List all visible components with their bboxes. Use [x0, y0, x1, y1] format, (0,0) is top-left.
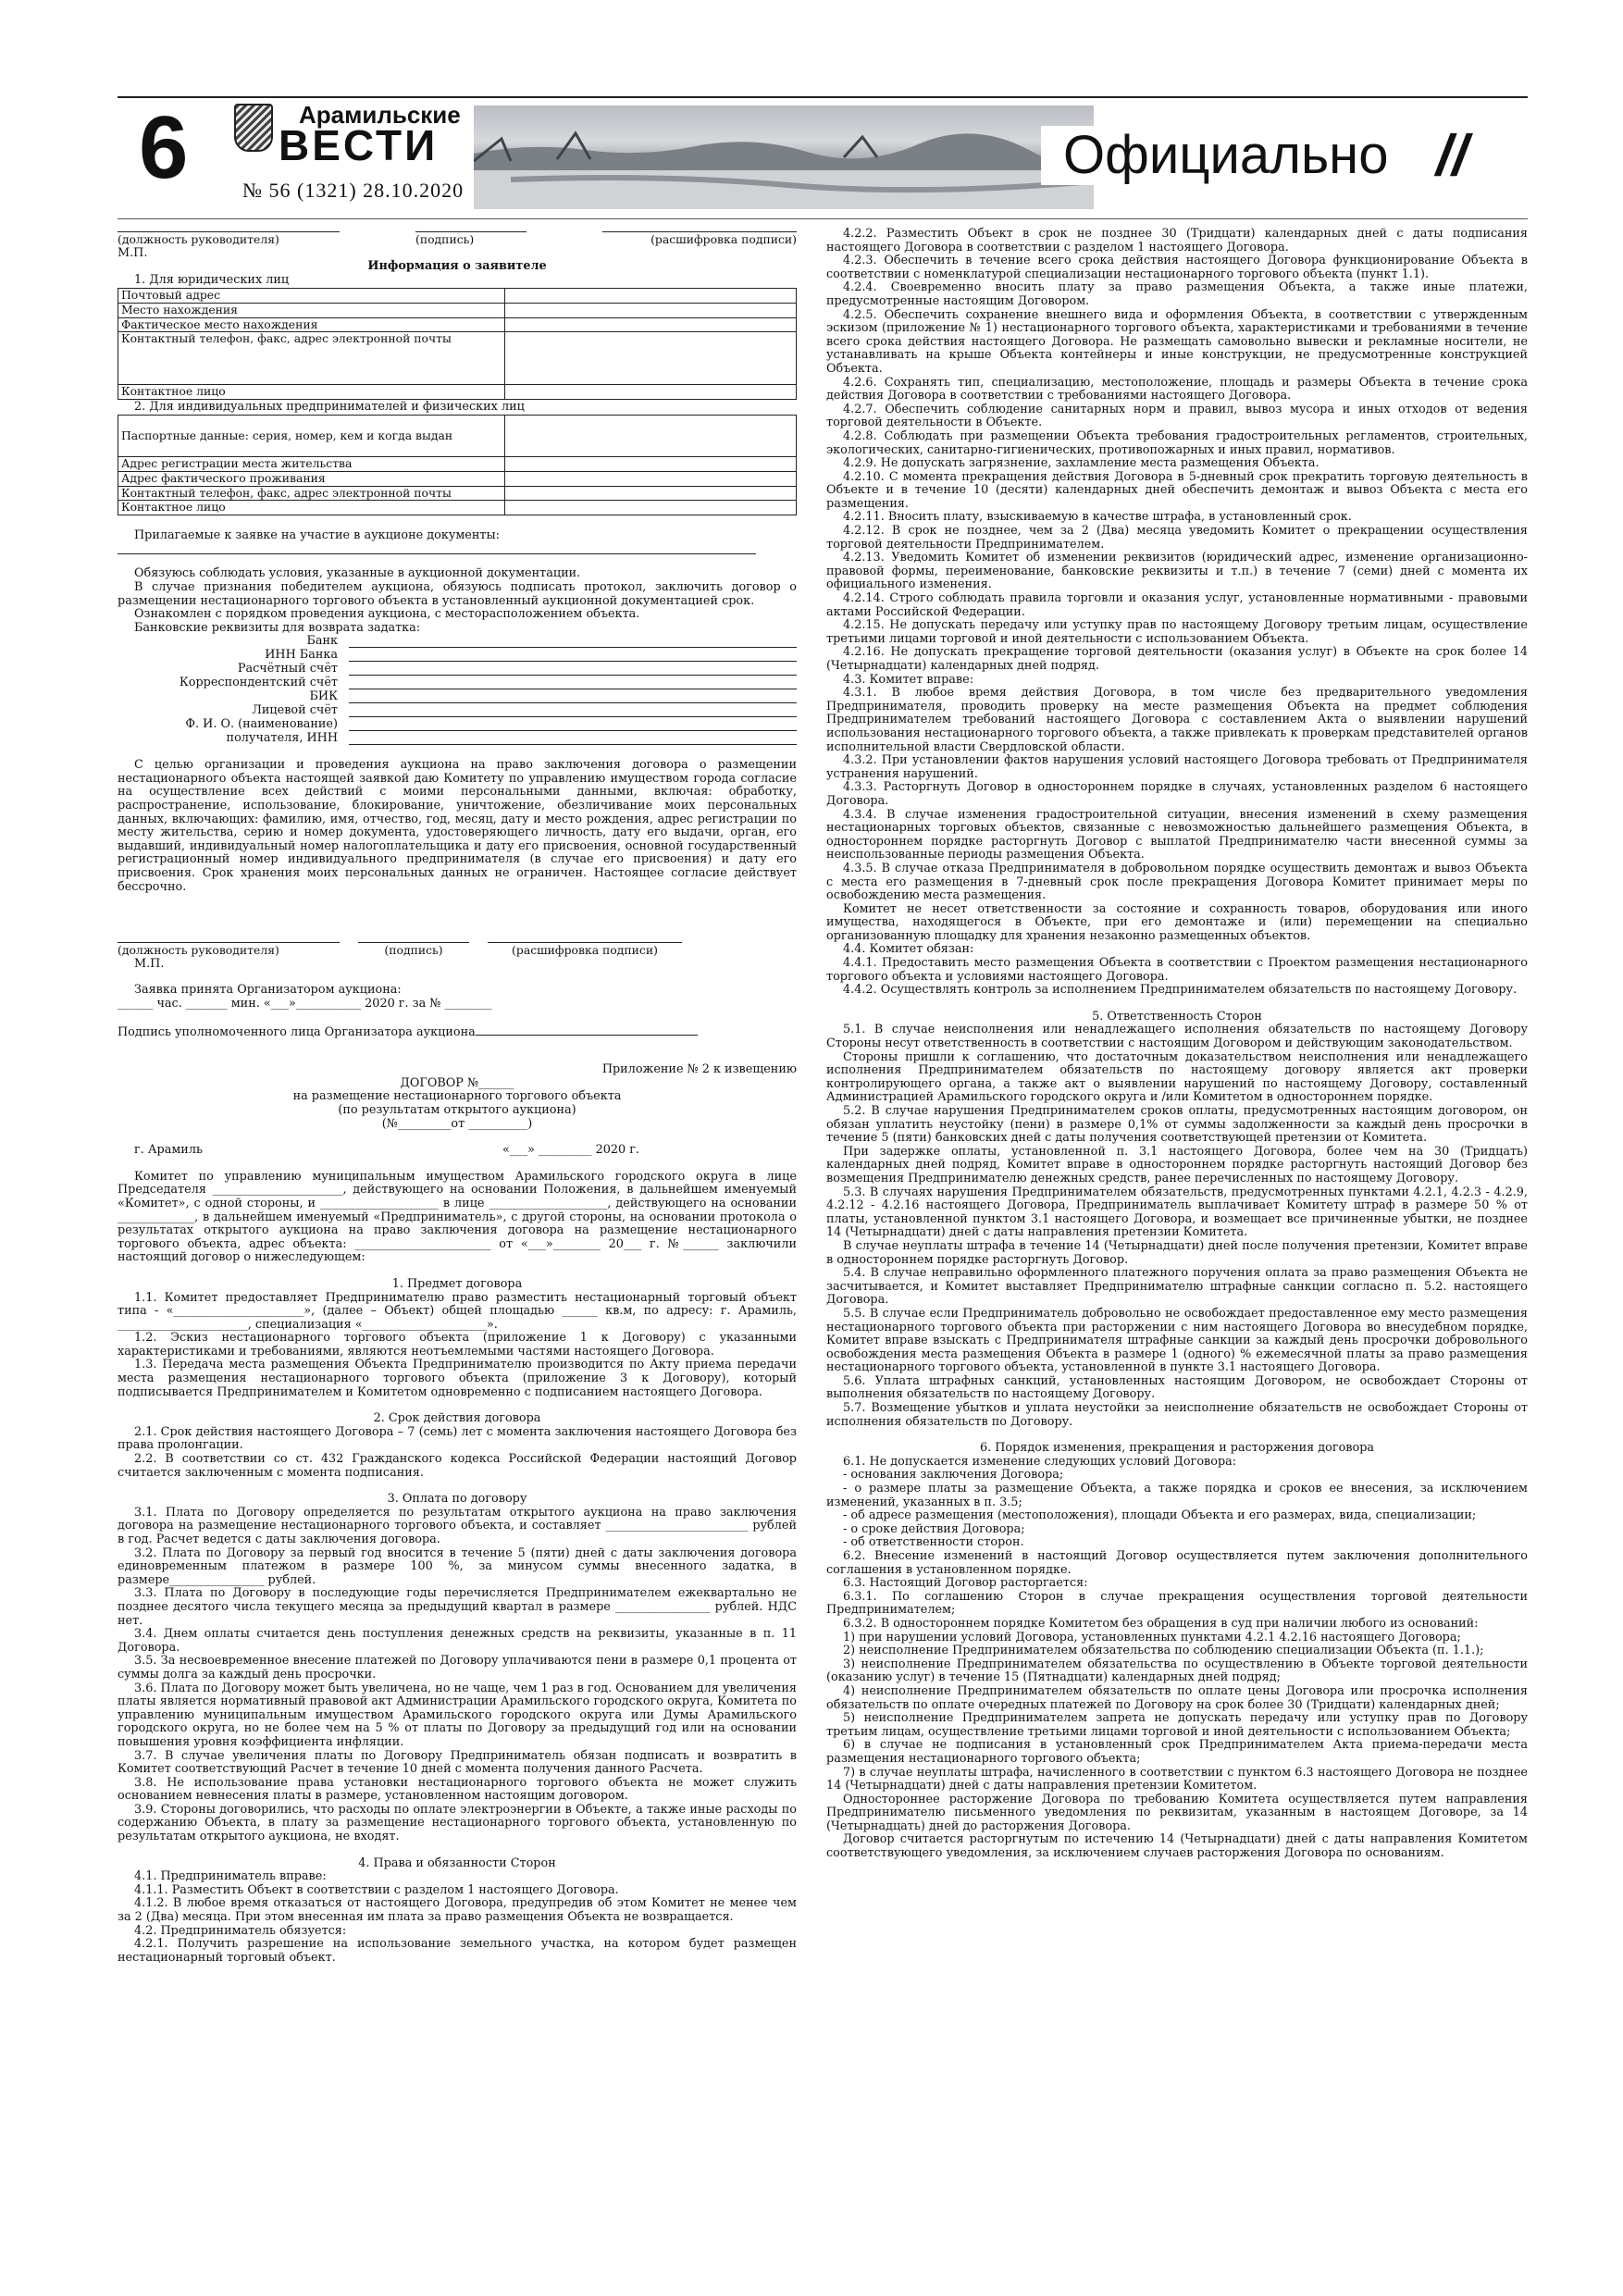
page-number: 6 [139, 98, 189, 197]
table-cell: Контактный телефон, факс, адрес электронной почты [118, 486, 505, 501]
coat-of-arms-icon [234, 104, 273, 152]
section-slashes: // [1436, 124, 1468, 188]
spacer [118, 1844, 797, 1857]
sig-decoding-label: (расшифровка подписи) [488, 942, 682, 958]
spacer [118, 516, 797, 529]
obligate-2: В случае признания победителем аукциона, обязуюсь подписать протокол, заключить договор о размещении нестационарного торгового объекта в установленный аукционной документацией срок. [118, 579, 797, 608]
clause: 4.2.11. Вносить плату, взыскиваемую в качестве штрафа, в установленный срок. [843, 510, 1352, 525]
table-value-cell[interactable] [504, 317, 796, 332]
bank-value[interactable] [349, 663, 797, 676]
issue-number: № 56 (1321) 28.10.2020 [242, 179, 465, 202]
spacer [118, 894, 797, 918]
attached-docs-line [118, 542, 756, 554]
clause: 5.4. В случае неправильно оформленного платежного поручения оплата за право размещения Объекта не засчитывается, и Комитет выставляет Предпринимателю штрафные санкции согласно п. 5.2. настоящего Договора. [826, 1266, 1528, 1308]
table-cell: Почтовый адрес [118, 289, 505, 304]
date-label: «___» _________ 2020 г. [502, 1143, 639, 1158]
clause: 4.2.8. Соблюдать при размещении Объекта требования градостроительных регламентов, строительных, экологических, санитарно-гигиенических, противопожарных и иных правил, нормативов. [826, 428, 1528, 457]
clause: В случае неуплаты штрафа в течение 14 (Четырнадцати) дней после получения претензии, Комитет вправе в одностороннем порядке расторгнуть Договор. [826, 1238, 1528, 1267]
clause: 4.4.1. Предоставить место размещения Объекта в соответствии с Проектом размещения нестационарного торгового объекта и условиями настоящего Договора. [826, 956, 1528, 984]
spacer [118, 554, 797, 567]
clause: 4.4. Комитет обязан: [843, 942, 974, 957]
spacer [118, 971, 797, 984]
bank-value[interactable] [349, 649, 797, 662]
clause: - основания заключения Договора; [843, 1468, 1064, 1483]
bank-label: получателя, ИНН [226, 731, 338, 746]
clause: 4.1.1. Разместить Объект в соответствии с разделом 1 настоящего Договора. [134, 1882, 619, 1897]
clause: 4.2.12. В срок не позднее, чем за 2 (Два) месяца уведомить Комитет о прекращении осуществления торговой деятельности Предпринимателем. [826, 524, 1528, 552]
table-value-cell[interactable] [504, 501, 796, 515]
consent-text: С целью организации и проведения аукциона на право заключения договора о размещении нестационарного объекта настоящей заявкой даю Комитету по управлению имуществом города согласие на осуществление всех действий с моими персональными данными, включая: обработку, распространение, использование, блокирование, уничтожение, обезличивание моих персональных данных, включающих: фамилию, имя, отчество, год, месяц, дату и место рождения, адрес регистрации по месту жительства, серию и номер документа, удостоверяющего личность, дату его выдачи, орган, его выдавший, индивидуальный номер налогоплательщика и дату его присвоения, основной государственный регистрационный номер индивидуального предпринимателя (в случае его присвоения) и дату его присвоения. Срок хранения моих персональных данных не ограничен. Настоящее согласие действует бессрочно. [118, 758, 797, 894]
spacer [118, 746, 797, 759]
table-row [118, 385, 797, 400]
spacer [118, 1480, 797, 1493]
clause: 4.2.4. Своевременно вносить плату за право размещения Объекта, а также иные платежи, предусмотренные настоящим Договором. [826, 280, 1528, 308]
bank-label: БИК [309, 689, 338, 704]
clause: 5.3. В случаях нарушения Предпринимателем обязательств, предусмотренных пунктами 4.2.1, 4.2.3 - 4.2.9, 4.2.12 - 4.2.16 настоящего Договора, Предприниматель выплачивает Комитету штраф в размере 50 % от платы, установленной пунктом 3.1 настоящего Договора, и возмещает все причиненные убытки, не позднее 14 (Четырнадцати) дней с даты направления претензии Комитета. [826, 1185, 1528, 1240]
clause: 5.1. В случае неисполнения или ненадлежащего исполнения обязательств по настоящему Договору Стороны несут ответственность в соответствии с настоящим Договором и действующим законодательством. [826, 1023, 1528, 1051]
section-1-title: 1. Предмет договора [391, 1276, 523, 1291]
clause: 2.1. Срок действия настоящего Договора – 7 (семь) лет с момента заключения настоящего Договора без права пролонгации. [118, 1424, 797, 1453]
clause: Одностороннее расторжение Договора по требованию Комитета осуществляется путем направления Предпринимателю письменного уведомления по реквизитам, указанным в настоящем Договоре, за 14 (Четырнадцать) дней до расторжения Договора. [826, 1792, 1528, 1833]
table-cell: Контактное лицо [118, 385, 505, 400]
clause: 4.3. Комитет вправе: [843, 672, 974, 687]
clause: 4.2.6. Сохранять тип, специализацию, местоположение, площадь и размеры Объекта в течение срока действия Договора в соответствии с требованиями настоящего Договора. [826, 375, 1528, 403]
clause: 3.5. За несвоевременное внесение платежей по Договору уплачиваются пени в размере 0,1 процента от суммы долга за каждый день просрочки. [118, 1654, 797, 1682]
sig-decoding-label: (расшифровка подписи) [602, 231, 797, 247]
clause: 4.2.7. Обеспечить соблюдение санитарных норм и правил, вывоз мусора и иных отходов от ведения торговой деятельности в Объекте. [826, 402, 1528, 430]
bank-value[interactable] [349, 718, 797, 731]
table-row [118, 332, 797, 385]
table-row [118, 416, 797, 457]
newspaper-logo [234, 102, 465, 178]
clause: Договор считается расторгнутым по истечению 14 (Четырнадцати) дней с даты направления Комитетом соответствующего уведомления, за исключением случаев расторжения Договора по основаниям. [826, 1832, 1528, 1861]
section-2-title: 2. Срок действия договора [373, 1411, 541, 1426]
clause: 4.2.16. Не допускать прекращение торговой деятельности (оказания услуг) в Объекте на срок более 14 (Четырнадцати) календарных дней подряд. [826, 645, 1528, 673]
header-photo-banner [474, 105, 1094, 209]
spacer [118, 1039, 797, 1063]
table-value-cell[interactable] [504, 457, 796, 472]
clause: 4.2.14. Строго соблюдать правила торговли и оказания услуг, установленные нормативными - правовыми актами Российской Федерации. [826, 591, 1528, 619]
info-title: Информация о заявителе [367, 259, 547, 274]
contract-subtitle: (по результатам открытого аукциона) [338, 1102, 576, 1117]
bank-value[interactable] [349, 676, 797, 689]
table-value-cell[interactable] [504, 289, 796, 304]
sig-position-label: (должность руководителя) [118, 231, 340, 247]
clause: 4.2.10. С момента прекращения действия Договора в 5-дневный срок прекратить торговую деятельность в Объекте и в течение 10 (десяти) календарных дней обеспечить демонтаж и вывоз Объекта с места его размещения. [826, 469, 1528, 511]
table-row [118, 457, 797, 472]
passport-label: Паспортные данные: серия, номер, кем и когда выдан [121, 428, 453, 443]
mp-label: М.П. [118, 245, 148, 260]
header-bottom-rule [118, 218, 1528, 219]
clause: 6.3.2. В одностороннем порядке Комитетом без обращения в суд при наличии любого из оснований: [843, 1616, 1479, 1631]
appendix-label: Приложение № 2 к извещению [601, 1062, 797, 1077]
clause: 4.1.2. В любое время отказаться от настоящего Договора, предупредив об этом Комитет не менее чем за 2 (Два) месяца. При этом внесенная им плата за право размещения Объекта не возвращается. [118, 1896, 797, 1925]
clause: Комитет не несет ответственности за состояние и сохранность товаров, оборудования или иного имущества, находящегося в Объекте, при его демонтаже и (или) перемещении на специально организованную площадку для хранения незаконно размещенных объектов. [826, 901, 1528, 943]
bank-label: Корреспондентский счёт [179, 676, 338, 690]
contract-subtitle: (№_________от __________) [381, 1116, 533, 1131]
legal-heading: 1. Для юридических лиц [134, 272, 290, 287]
table-value-cell[interactable] [504, 332, 796, 385]
clause: - об адресе размещения (местоположения), площади Объекта и его размерах, вида, специализации; [843, 1508, 1477, 1523]
clause: 3.2. Плата по Договору за первый год вносится в течение 5 (пяти) дней с даты заключения договора единовременным платежом в размере 100 %, за минусом суммы внесенного задатка, в размере________________ рублей. [118, 1545, 797, 1587]
city-label: г. Арамиль [134, 1143, 203, 1158]
clause: 6.1. Не допускается изменение следующих условий Договора: [843, 1454, 1237, 1469]
table-cell: Место нахождения [118, 303, 505, 317]
clause: 3.4. Днем оплаты считается день поступления денежных средств на реквизиты, указанные в п. 11 Договора. [118, 1627, 797, 1655]
section-5-title: 5. Ответственность Сторон [1092, 1009, 1262, 1024]
clause: - об ответственности сторон. [843, 1535, 1024, 1550]
bank-label: ИНН Банка [265, 648, 338, 663]
right-column [826, 228, 1528, 1861]
clause: 4.2.5. Обеспечить сохранение внешнего вида и оформления Объекта, в соответствии с утвержденным эскизом (приложение № 1) нестационарного торгового объекта, характеристиками и требованиями в течение всего срока действия настоящего Договора. Не размещать самовольно вывески и рекламные носители, не устанавливать на крыше Объекта контейнеры и иные конструкции, не предусмотренные конструкцией Объекта. [826, 307, 1528, 376]
org-signature-label: Подпись уполномоченного лица Организатора аукциона [118, 1024, 476, 1039]
bank-value[interactable] [349, 704, 797, 717]
clause: 6.3. Настоящий Договор расторгается: [843, 1576, 1088, 1591]
landscape-image [474, 105, 1094, 209]
brand-top: Арамильские [299, 101, 461, 129]
bank-label: Банк [306, 634, 338, 649]
spacer [118, 1265, 797, 1278]
clause: 4.1. Предприниматель вправе: [134, 1869, 327, 1884]
contract-subtitle: на размещение нестационарного торгового объекта [292, 1089, 622, 1104]
table-cell: Контактное лицо [118, 501, 505, 515]
accepted-line: ______ час. _______ мин. «___»___________ 2020 г. за № ________ [118, 997, 492, 1011]
clause: 1.1. Комитет предоставляет Предпринимателю право разместить нестационарный торговый объект типа - «______________________», (далее – Объект) общей площадью ______ кв.м, по адресу: г. Арамиль, ______________________, специализация «_____________________». [118, 1290, 797, 1332]
clause: 4.2.13. Уведомить Комитет об изменении реквизитов (юридический адрес, изменение организационно-правовой формы, переименование, банковские реквизиты и т.п.) в течение 7 (семи) дней с момента их официального изменения. [826, 551, 1528, 592]
signature-line-top [118, 231, 797, 247]
sig-position-label: (должность руководителя) [118, 942, 340, 958]
table-row [118, 501, 797, 515]
clause: 3.1. Плата по Договору определяется по результатам открытого аукциона на право заключения договора на размещение нестационарного торгового объекта, и составляет ________________________ рублей в год. Расчет ведется с даты заключения договора. [118, 1505, 797, 1546]
clause: 3.7. В случае увеличения платы по Договору Предприниматель обязан подписать и возвратить в Комитет соответствующий Расчет в течение 10 дней с момента получения данного Расчета. [118, 1748, 797, 1777]
clause: 4.3.1. В любое время действия Договора, в том числе без предварительного уведомления Предпринимателя, проводить проверку на месте размещения Объекта на предмет соблюдения Предпринимателем требований настоящего Договора с составлением Акта о выявлении нарушений использования нестационарного торгового объекта, а также привлекать к проверкам представителей органов исполнительной власти Свердловской области. [826, 686, 1528, 754]
table-row [118, 303, 797, 317]
table-value-cell[interactable] [504, 486, 796, 501]
clause: 4.3.2. При установлении фактов нарушения условий настоящего Договора требовать от Предпринимателя устранения нарушений. [826, 753, 1528, 781]
section-title: Официально [1041, 126, 1405, 185]
clause: 4.2.9. Не допускать загрязнение, захламление места размещения Объекта. [843, 456, 1319, 471]
spacer [118, 1399, 797, 1412]
spacer [118, 1011, 797, 1024]
clause: 4.2.15. Не допускать передачу или уступку прав по настоящему Договору третьим лицам, осуществление третьими лицами торговой и иной деятельности с использованием Объекта. [826, 618, 1528, 646]
ip-heading: 2. Для индивидуальных предпринимателей и физических лиц [134, 399, 525, 414]
bank-label: Лицевой счёт [252, 703, 338, 718]
clause: 4.2.1. Получить разрешение на использование земельного участка, на котором будет размещен нестационарный торговый объект. [118, 1937, 797, 1965]
clause: 5.7. Возмещение убытков и уплата неустойки за неисполнение обязательств не освобождает Стороны от исполнения обязательств по Договору. [826, 1401, 1528, 1429]
clause: 2.2. В соответствии со ст. 432 Гражданского кодекса Российской Федерации настоящий Договор считается заключенным с момента подписания. [118, 1452, 797, 1480]
table-row [118, 471, 797, 486]
clause: 5.6. Уплата штрафных санкций, установленных настоящим Договором, не освобождает Стороны от выполнения обязательств по настоящему Договору. [826, 1373, 1528, 1402]
clause: 4.2. Предприниматель обязуется: [134, 1923, 347, 1938]
obligate-4: Банковские реквизиты для возврата задатка: [134, 620, 421, 635]
clause: 1) при нарушении условий Договора, установленных пунктами 4.2.1 4.2.16 настоящего Договора; [843, 1630, 1461, 1644]
clause: 4.4.2. Осуществлять контроль за исполнением Предпринимателем обязательств по настоящему Договору. [843, 983, 1518, 998]
spacer [826, 998, 1528, 1011]
signature-line-mid [118, 942, 797, 958]
org-signature [118, 1024, 797, 1040]
header-top-rule [118, 96, 1528, 98]
clause: 3.6. Плата по Договору может быть увеличена, но не чаще, чем 1 раз в год. Основанием для увеличения платы является нормативный правовой акт Администрации Арамильского городского округа, Комитета по управлению муниципальным имуществом Арамильского городского округа или Думы Арамильского городского округа, но не более чем на 5 % от платы по Договору за предыдущий год или на основании повышения уровня коэффициента инфляции. [118, 1681, 797, 1749]
clause: 7) в случае неуплаты штрафа, начисленного в соответствии с пунктом 6.3 настоящего Договора не позднее 14 (Четырнадцати) дней с даты направления претензии Комитетом. [826, 1765, 1528, 1793]
table-row [118, 317, 797, 332]
bank-label: Ф. И. О. (наименование) [185, 717, 338, 732]
section-6-title: 6. Порядок изменения, прекращения и расторжения договора [979, 1441, 1375, 1456]
sig-signature-label: (подпись) [415, 231, 527, 247]
clause: 5) неисполнение Предпринимателем запрета не допускать передачу или уступку прав по Договору третьим лицам, осуществление третьими лицами торговой и иной деятельности с использованием Объекта; [826, 1711, 1528, 1739]
table-cell [118, 416, 505, 457]
table-value-cell[interactable] [504, 471, 796, 486]
clause: 4.3.3. Расторгнуть Договор в одностороннем порядке в случаях, установленных разделом 6 настоящего Договора. [826, 780, 1528, 808]
table-cell: Адрес регистрации места жительства [118, 457, 505, 472]
clause: При задержке оплаты, установленной п. 3.1 настоящего Договора, более чем на 30 (Тридцать) календарных дней подряд, Комитет вправе в одностороннем порядке расторгнуть настоящий Договор без возмещения Предпринимателю денежных средств, ранее перечисленных по настоящему Договору. [826, 1144, 1528, 1185]
clause: 5.5. В случае если Предприниматель добровольно не освобождает предоставленное ему место размещения нестационарного торгового объекта при расторжении с ним настоящего Договора во внесудебном порядке, Комитет вправе взыскать с Предпринимателя штрафные санкции за каждый день просрочки добровольного освобождения места размещения Объекта в размере 1 (одного) % ежемесячной платы за право размещения нестационарного торгового объекта, установленной в пункте 3.1 настоящего Договора. [826, 1306, 1528, 1375]
brand-main: ВЕСТИ [279, 121, 439, 169]
clause: 3) неисполнение Предпринимателем обязательства по осуществлению в Объекте торговой деятельности (оказанию услуг) в течение 15 (Пятнадцати) календарных дней подряд; [826, 1657, 1528, 1685]
clause: 6.3.1. По соглашению Сторон в случае прекращения осуществления торговой деятельности Предпринимателем; [826, 1589, 1528, 1618]
table-cell: Фактическое место нахождения [118, 317, 505, 332]
spacer [826, 1429, 1528, 1442]
legal-entity-table [118, 288, 797, 399]
clause: 1.2. Эскиз нестационарного торгового объекта (приложение 1 к Договору) с указанными характеристиками и требованиями, являются неотъемлемыми частями настоящего Договора. [118, 1331, 797, 1359]
bank-value[interactable] [349, 690, 797, 703]
table-value-cell[interactable] [504, 385, 796, 400]
mp-label: М.П. [134, 956, 165, 971]
clause: 3.8. Не использование права установки нестационарного торгового объекта не может служить основанием невнесения платы в размере, установленном настоящим договором. [118, 1775, 797, 1804]
clause: 4.3.5. В случае отказа Предпринимателя в добровольном порядке осуществить демонтаж и вывоз Объекта с места его размещения в 7-дневный срок после прекращения Договора Комитет принимает меры по освобождению места размещения. [826, 861, 1528, 903]
clause: 3.3. Плата по Договору в последующие годы перечисляется Предпринимателем ежеквартально не позднее десятого числа текущего месяца за предыдущий квартал в размере ________________ рублей. НДС нет. [118, 1586, 797, 1628]
clause: - о размере платы за размещение Объекта, а также порядка и сроков ее внесения, за исключением изменений, указанных в п. 3.5; [826, 1482, 1528, 1509]
clause: Стороны пришли к соглашению, что достаточным доказательством неисполнения или ненадлежащего исполнения Предпринимателем обязательств по настоящему договору является акт проверки контролирующего органа, а также акт о выявлении нарушений по настоящему Договору, составленный Администрацией Арамильского городского округа и /или Комитетом в одностороннем порядке. [826, 1049, 1528, 1105]
spacer [118, 1131, 797, 1144]
attached-docs: Прилагаемые к заявке на участие в аукционе документы: [134, 527, 500, 542]
accepted-label: Заявка принята Организатором аукциона: [134, 983, 402, 998]
clause: 6.2. Внесение изменений в настоящий Договор осуществляется путем заключения дополнительного соглашения в установленном порядке. [826, 1549, 1528, 1577]
clause: - о сроке действия Договора; [843, 1521, 1025, 1536]
clause: 1.3. Передача места размещения Объекта Предпринимателю производится по Акту приема передачи места размещения нестационарного торгового объекта (приложение 3 к Договору), который подписывается Предпринимателем и Комитетом одновременно с подписанием настоящего Договора. [118, 1358, 797, 1399]
table-value-cell[interactable] [504, 303, 796, 317]
section-3-title: 3. Оплата по договору [387, 1492, 527, 1507]
spacer [118, 918, 797, 942]
bank-label: Расчётный счёт [237, 662, 338, 676]
individual-table [118, 415, 797, 515]
city-date-row [118, 1144, 797, 1158]
bank-value[interactable] [349, 732, 797, 745]
left-column [118, 228, 797, 1965]
org-signature-line [476, 1024, 698, 1036]
spacer [118, 1158, 797, 1171]
table-row [118, 289, 797, 304]
contract-title: ДОГОВОР №______ [400, 1075, 514, 1090]
clause: 2) неисполнение Предпринимателем обязательства по соблюдению специализации Объекта (п. 1.1.); [843, 1644, 1484, 1658]
clause: 4.3.4. В случае изменения градостроительной ситуации, внесения изменений в схему размещения нестационарных торговых объектов, связанные с невозможностью дальнейшего размещения Объекта, в одностороннем порядке расторгнуть Договор с выплатой Предпринимателю части внесенной суммы за неиспользованные периоды размещения Объекта. [826, 807, 1528, 863]
bank-value[interactable] [349, 635, 797, 648]
preamble: Комитет по управлению муниципальным имуществом Арамильского городского округа в лице Председателя ______________________, действующего на основании Положения, в дальнейшем именуемый «Комитет», с одной стороны, и ____________________ в лице ____________________, действующего на основании _____________, в дальнейшем именуемый «Предприниматель», с другой стороны, на основании протокола о результатах открытого аукциона на право заключения договора на размещение нестационарного торгового объекта, адрес объекта: _______________________ от «___»________ 20___ г. №______ заключили настоящий договор о нижеследующем: [118, 1169, 797, 1265]
table-cell: Адрес фактического проживания [118, 471, 505, 486]
clause: 4.2.2. Разместить Объект в срок не позднее 30 (Тридцати) календарных дней с даты подписания настоящего Договора в соответствии с разделом 1 настоящего Договора. [826, 227, 1528, 254]
obligate-3: Ознакомлен с порядком проведения аукциона, с месторасположением объекта. [134, 607, 640, 622]
clause: 3.9. Стороны договорились, что расходы по оплате электроэнергии в Объекте, а также иные расходы по содержанию Объекта, в плату за размещение нестационарного торгового объекта, установленную по результатам открытого аукциона, не входят. [118, 1802, 797, 1844]
clause: 5.2. В случае нарушения Предпринимателем сроков оплаты, предусмотренных настоящим договором, он обязан уплатить неустойку (пени) в размере 0,1% от суммы задолженности за каждый день просрочки в течение 5 (пяти) банковских дней с даты получения соответствующей претензии от Комитета. [826, 1104, 1528, 1146]
bank-details [155, 635, 797, 746]
table-row [118, 486, 797, 501]
table-value-cell[interactable] [504, 416, 796, 457]
table-cell: Контактный телефон, факс, адрес электронной почты [118, 332, 505, 385]
clause: 6) в случае не подписания в установленный срок Предпринимателем Акта приема-передачи места размещения нестационарного торгового объекта; [826, 1738, 1528, 1766]
sig-signature-label: (подпись) [358, 942, 469, 958]
obligate-1: Обязуюсь соблюдать условия, указанные в аукционной документации. [134, 566, 581, 581]
section-4-title: 4. Права и обязанности Сторон [358, 1855, 556, 1870]
clause: 4) неисполнение Предпринимателем обязательств по оплате цены Договора или просрочка исполнения обязательств по оплате очередных платежей по Договору на срок более 30 (Тридцати) календарных дней; [826, 1683, 1528, 1712]
clause: 4.2.3. Обеспечить в течение всего срока действия настоящего Договора функционирование Объекта в соответствии с номенклатурой специализации нестационарного торгового объекта (пункт 1.1). [826, 254, 1528, 281]
